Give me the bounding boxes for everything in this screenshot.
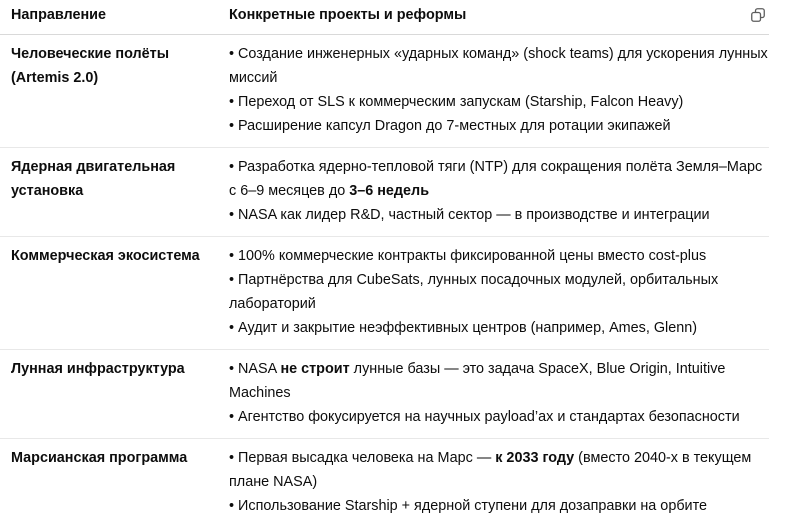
bold-text: 3–6 недель [349, 182, 430, 199]
table-row [0, 438, 769, 527]
bullet-item: • Партнёрства для CubeSats, лунных посадочных модулей, орбитальных лабораторий [229, 271, 719, 312]
bullet-item: • Аудит и закрытие неэффективных центров (например, Ames, Glenn) [229, 319, 698, 336]
bullet-item: • Разработка ядерно-тепловой тяги (NTP) для сокращения полёта Земля–Марс с 6–9 месяцев до 3–6 недель [229, 158, 763, 199]
bullet-item: • Первая высадка человека на Марс — к 2033 году (вместо 2040-х в текущем плане NASA) [229, 449, 752, 490]
bullet-item: • Расширение капсул Dragon до 7-местных для ротации экипажей [229, 117, 671, 134]
projects-cell [229, 34, 769, 147]
table-row [0, 236, 769, 349]
projects-cell [229, 147, 769, 236]
direction-cell: Коммерческая экосистема [0, 236, 229, 349]
projects-cell [229, 349, 769, 438]
bold-text: не строит [280, 360, 350, 377]
direction-cell: Человеческие полёты (Artemis 2.0) [0, 34, 229, 147]
projects-cell [229, 236, 769, 349]
direction-cell: Ядерная двигательная установка [0, 147, 229, 236]
column-header-direction: Направление [0, 0, 229, 34]
bullet-item: • 100% коммерческие контракты фиксированной цены вместо cost-plus [229, 247, 707, 264]
direction-cell: Лунная инфраструктура [0, 349, 229, 438]
bullet-item: • Агентство фокусируется на научных payload’ах и стандартах безопасности [229, 408, 740, 425]
bullet-item: • Использование Starship + ядерной ступени для дозаправки на орбите [229, 497, 708, 514]
projects-cell [229, 438, 769, 527]
bullet-item: • NASA не строит лунные базы — это задача SpaceX, Blue Origin, Intuitive Machines [229, 360, 726, 401]
table-row [0, 349, 769, 438]
table-row [0, 147, 769, 236]
table-header-row [0, 0, 769, 34]
bold-text: к 2033 году [495, 449, 575, 466]
bullet-item: • Переход от SLS к коммерческим запускам (Starship, Falcon Heavy) [229, 93, 684, 110]
bullet-item: • NASA как лидер R&D, частный сектор — в производстве и интеграции [229, 206, 710, 223]
bullet-item: • Создание инженерных «ударных команд» (shock teams) для ускорения лунных миссий [229, 45, 768, 86]
direction-cell: Марсианская программа [11, 449, 188, 466]
table-row [0, 34, 769, 147]
column-header-projects: Конкретные проекты и реформы [229, 0, 769, 34]
